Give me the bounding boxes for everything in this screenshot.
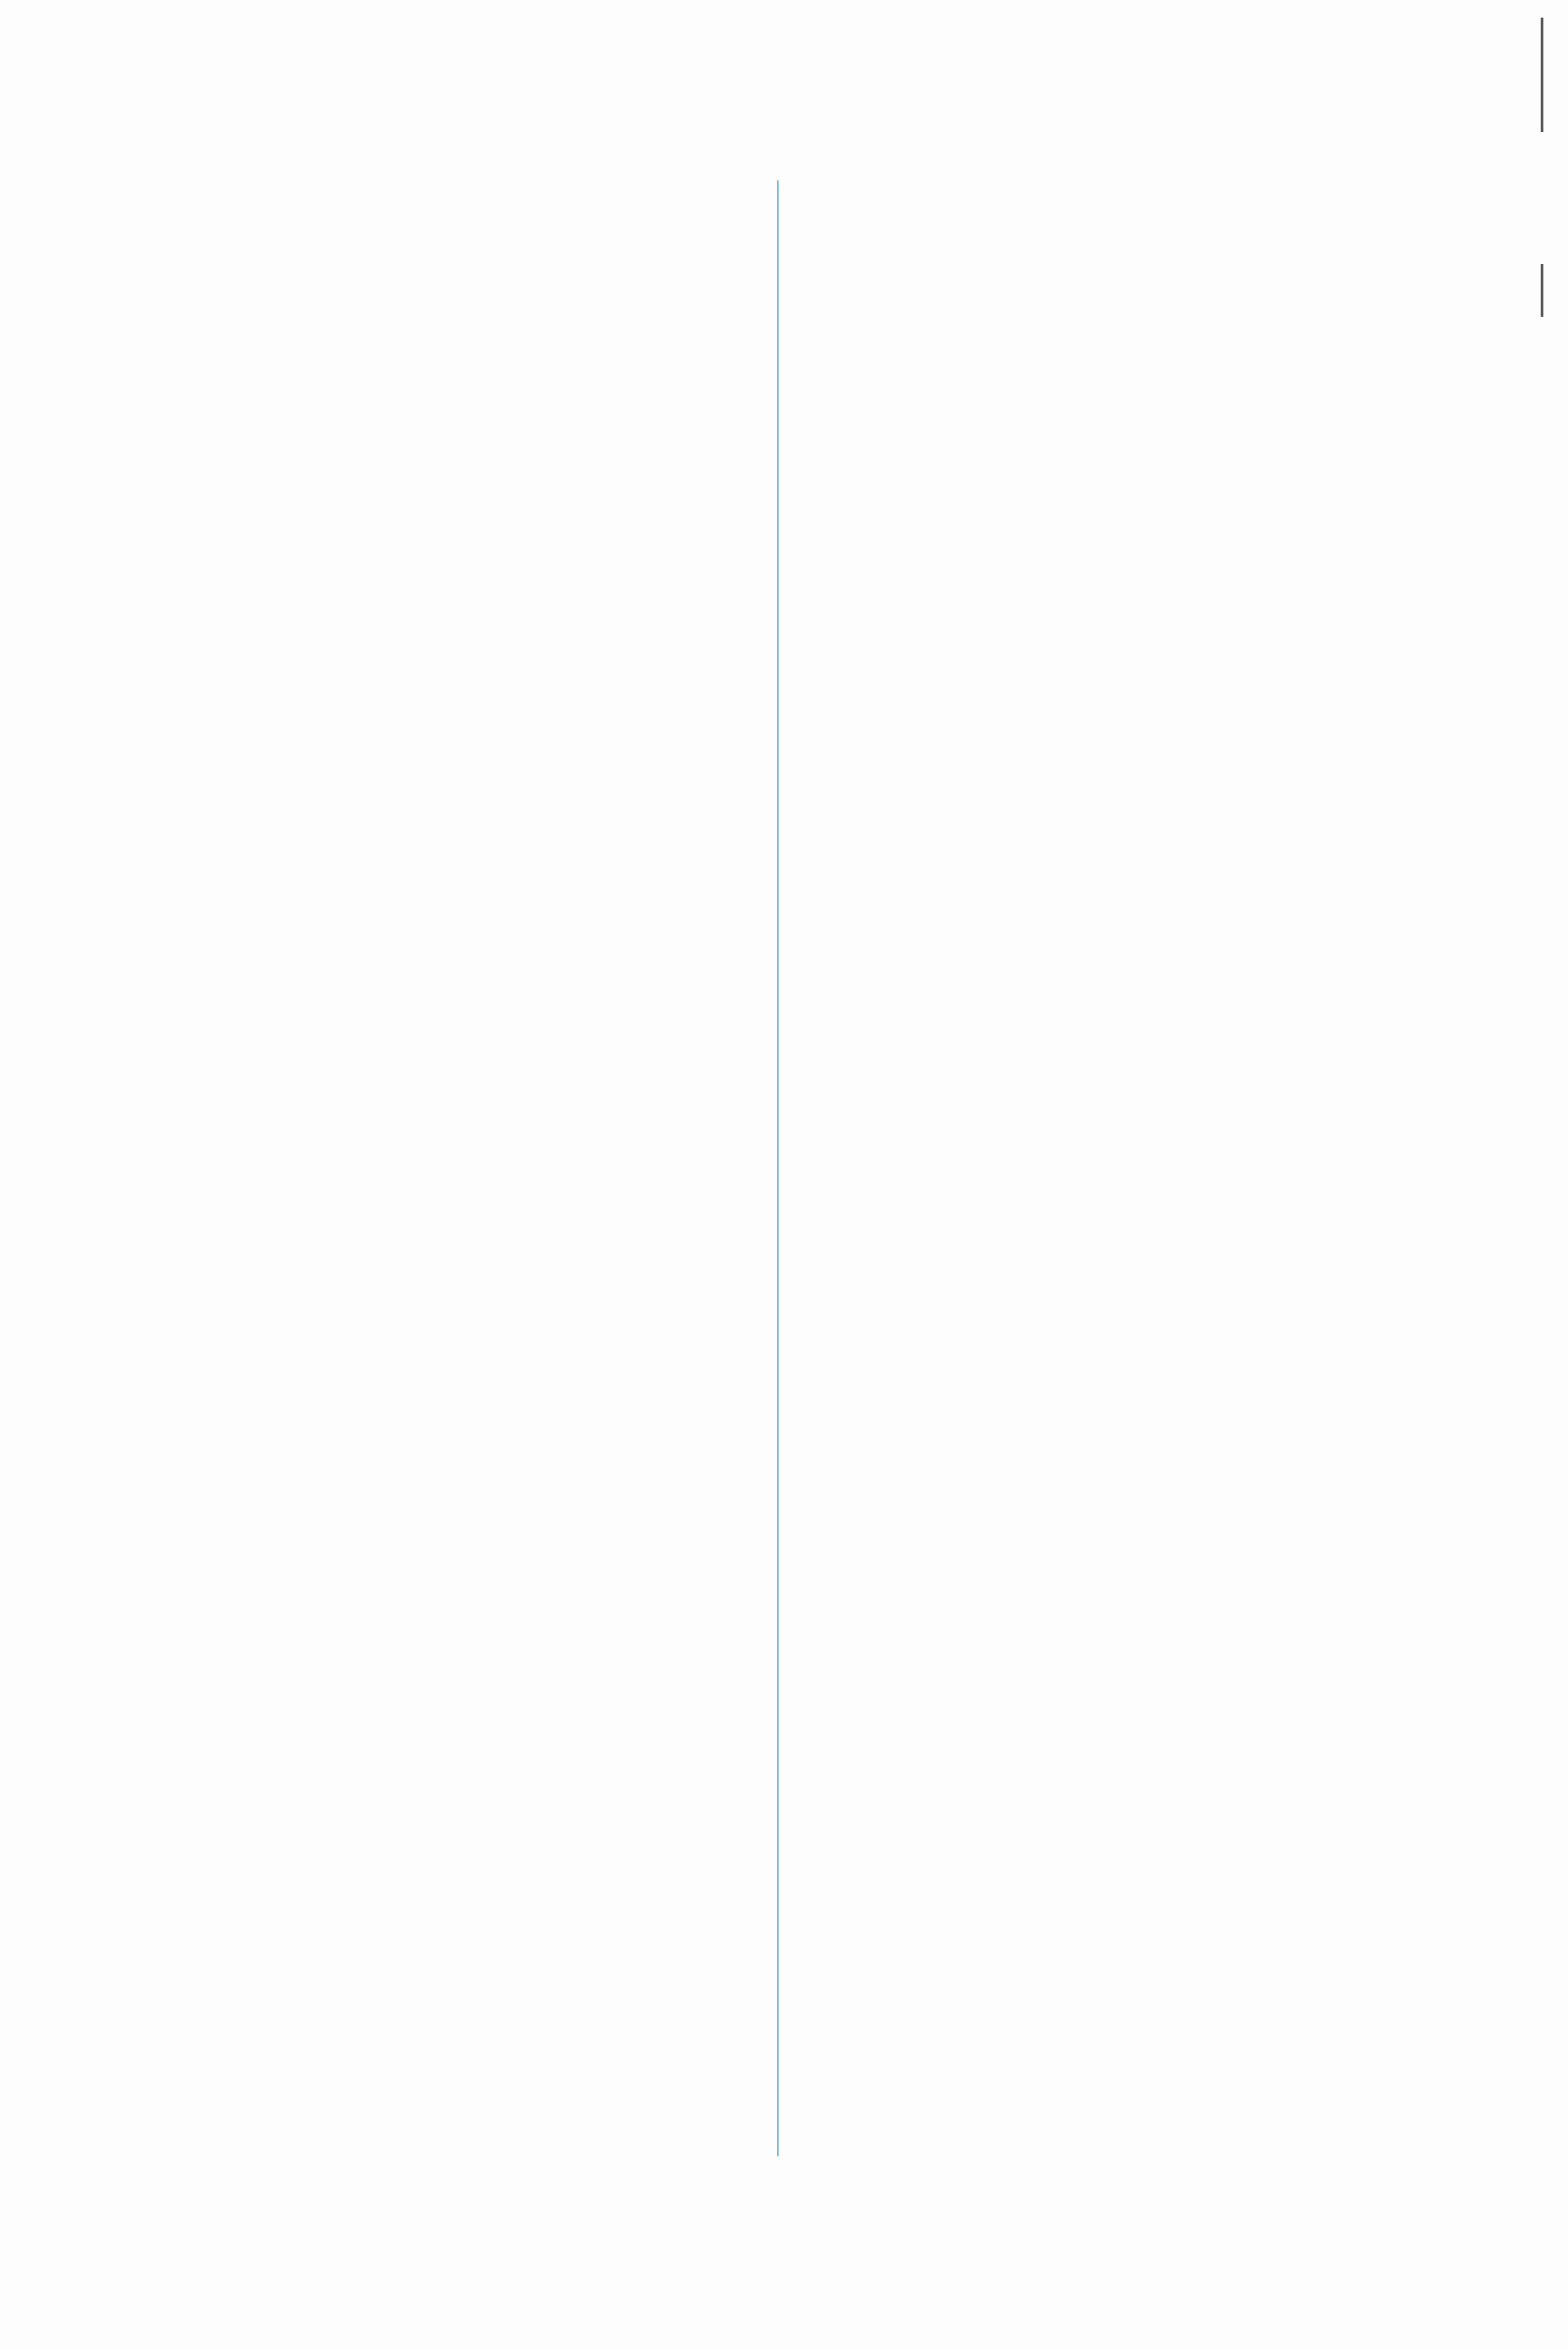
scan-edge-mark xyxy=(1541,18,1543,132)
scan-edge-mark xyxy=(1541,264,1543,317)
column-divider xyxy=(777,180,779,2156)
